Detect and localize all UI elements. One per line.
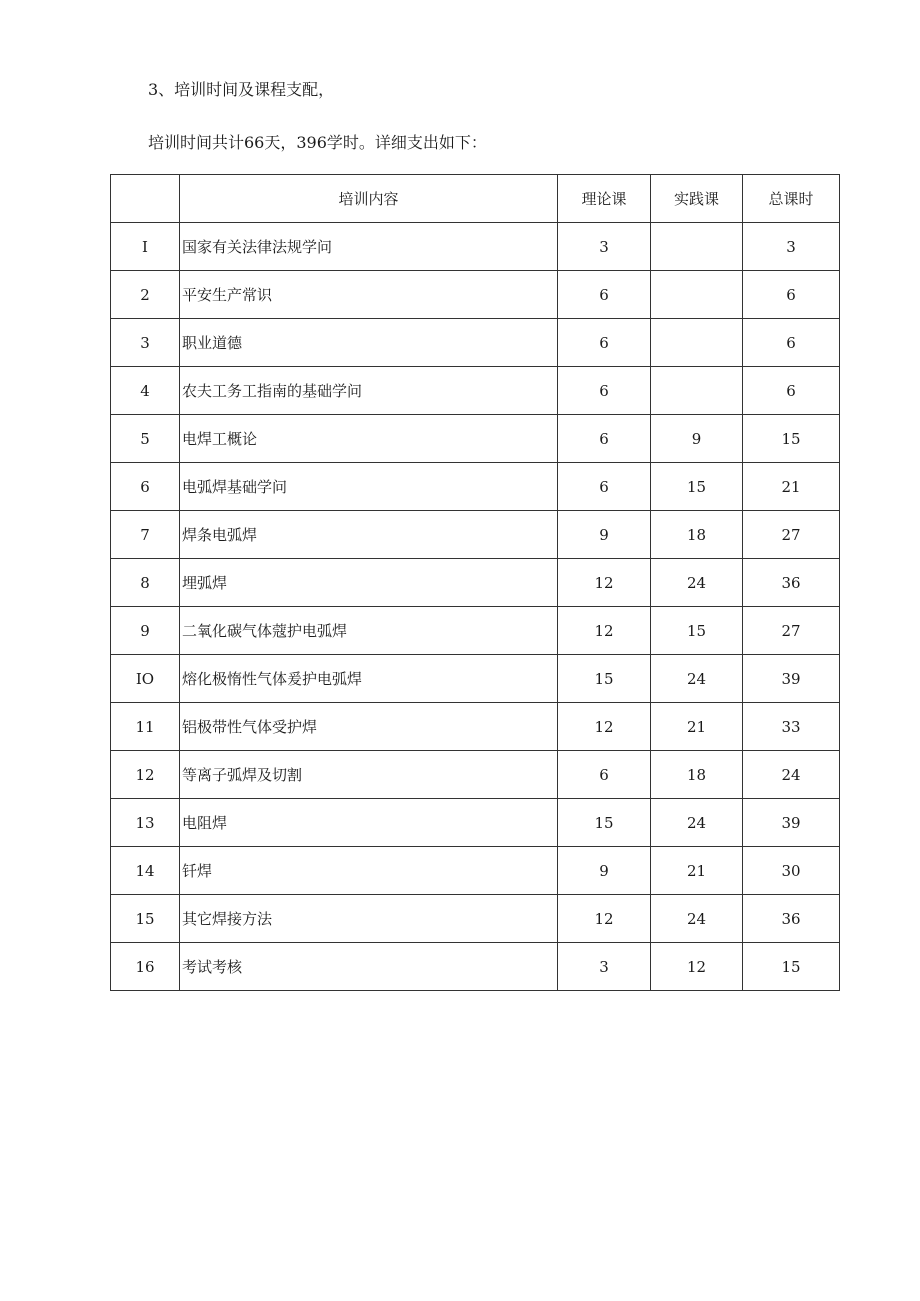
header-no [111, 175, 180, 223]
cell-theory: 6 [558, 751, 651, 799]
cell-theory: 12 [558, 703, 651, 751]
table-row [111, 943, 840, 991]
cell-no: 4 [111, 367, 180, 415]
cell-no: 14 [111, 847, 180, 895]
cell-content: 考试考核 [180, 943, 558, 991]
cell-total: 27 [743, 607, 840, 655]
cell-content: 电阻焊 [180, 799, 558, 847]
cell-no: 16 [111, 943, 180, 991]
table-row [111, 367, 840, 415]
cell-theory: 12 [558, 559, 651, 607]
cell-total: 24 [743, 751, 840, 799]
cell-content: 其它焊接方法 [180, 895, 558, 943]
cell-total: 36 [743, 559, 840, 607]
cell-theory: 12 [558, 895, 651, 943]
cell-practice: 18 [651, 511, 743, 559]
table-row [111, 607, 840, 655]
cell-total: 21 [743, 463, 840, 511]
cell-total: 6 [743, 319, 840, 367]
cell-practice: 9 [651, 415, 743, 463]
cell-total: 36 [743, 895, 840, 943]
table-row [111, 559, 840, 607]
cell-theory: 12 [558, 607, 651, 655]
cell-theory: 9 [558, 511, 651, 559]
cell-content: 等离子弧焊及切割 [180, 751, 558, 799]
cell-theory: 3 [558, 943, 651, 991]
cell-total: 3 [743, 223, 840, 271]
table-header-row [111, 175, 840, 223]
cell-content: 二氧化碳气体蔻护电弧焊 [180, 607, 558, 655]
cell-no: 13 [111, 799, 180, 847]
cell-no: I [111, 223, 180, 271]
table-row [111, 799, 840, 847]
cell-total: 6 [743, 271, 840, 319]
cell-content: 电焊工概论 [180, 415, 558, 463]
table-row [111, 415, 840, 463]
cell-no: 5 [111, 415, 180, 463]
header-total: 总课时 [743, 175, 840, 223]
cell-theory: 6 [558, 415, 651, 463]
cell-no: 6 [111, 463, 180, 511]
cell-content: 铝极带性气体受护焊 [180, 703, 558, 751]
table-row [111, 655, 840, 703]
cell-no: 2 [111, 271, 180, 319]
table-row [111, 895, 840, 943]
table-row [111, 751, 840, 799]
cell-total: 27 [743, 511, 840, 559]
intro-paragraph: 培训时间共计66天，396学时。详细支出如下： [148, 133, 487, 152]
cell-practice [651, 223, 743, 271]
cell-total: 15 [743, 943, 840, 991]
cell-content: 职业道德 [180, 319, 558, 367]
header-practice: 实践课 [651, 175, 743, 223]
cell-theory: 9 [558, 847, 651, 895]
cell-total: 30 [743, 847, 840, 895]
table-row [111, 223, 840, 271]
cell-theory: 6 [558, 319, 651, 367]
cell-theory: 3 [558, 223, 651, 271]
cell-practice: 24 [651, 559, 743, 607]
table-row [111, 847, 840, 895]
cell-practice: 12 [651, 943, 743, 991]
cell-content: 国家有关法律法规学问 [180, 223, 558, 271]
table-row [111, 463, 840, 511]
cell-practice: 24 [651, 799, 743, 847]
cell-no: 12 [111, 751, 180, 799]
cell-content: 农夫工务工指南的基础学问 [180, 367, 558, 415]
cell-practice: 24 [651, 895, 743, 943]
cell-total: 39 [743, 655, 840, 703]
table-row [111, 703, 840, 751]
cell-practice [651, 271, 743, 319]
cell-no: IO [111, 655, 180, 703]
table-row [111, 271, 840, 319]
course-schedule-table [110, 174, 840, 991]
cell-total: 39 [743, 799, 840, 847]
cell-no: 9 [111, 607, 180, 655]
cell-practice: 15 [651, 463, 743, 511]
cell-no: 11 [111, 703, 180, 751]
cell-content: 电弧焊基础学问 [180, 463, 558, 511]
cell-no: 7 [111, 511, 180, 559]
table-row [111, 319, 840, 367]
cell-content: 熔化极惰性气体爰护电弧焊 [180, 655, 558, 703]
cell-theory: 6 [558, 367, 651, 415]
cell-no: 3 [111, 319, 180, 367]
cell-practice: 18 [651, 751, 743, 799]
cell-no: 8 [111, 559, 180, 607]
cell-practice: 21 [651, 703, 743, 751]
cell-content: 平安生产常识 [180, 271, 558, 319]
cell-total: 15 [743, 415, 840, 463]
cell-content: 埋弧焊 [180, 559, 558, 607]
cell-practice: 15 [651, 607, 743, 655]
cell-theory: 15 [558, 799, 651, 847]
table-row [111, 511, 840, 559]
cell-practice [651, 367, 743, 415]
table-body [111, 223, 840, 991]
cell-content: 焊条电弧焊 [180, 511, 558, 559]
section-heading: 3、培训时间及课程支配， [148, 80, 335, 99]
cell-practice: 21 [651, 847, 743, 895]
cell-practice: 24 [651, 655, 743, 703]
header-content: 培训内容 [180, 175, 558, 223]
cell-content: 钎焊 [180, 847, 558, 895]
cell-theory: 15 [558, 655, 651, 703]
cell-theory: 6 [558, 463, 651, 511]
cell-total: 6 [743, 367, 840, 415]
cell-total: 33 [743, 703, 840, 751]
cell-theory: 6 [558, 271, 651, 319]
header-theory: 理论课 [558, 175, 651, 223]
cell-no: 15 [111, 895, 180, 943]
cell-practice [651, 319, 743, 367]
